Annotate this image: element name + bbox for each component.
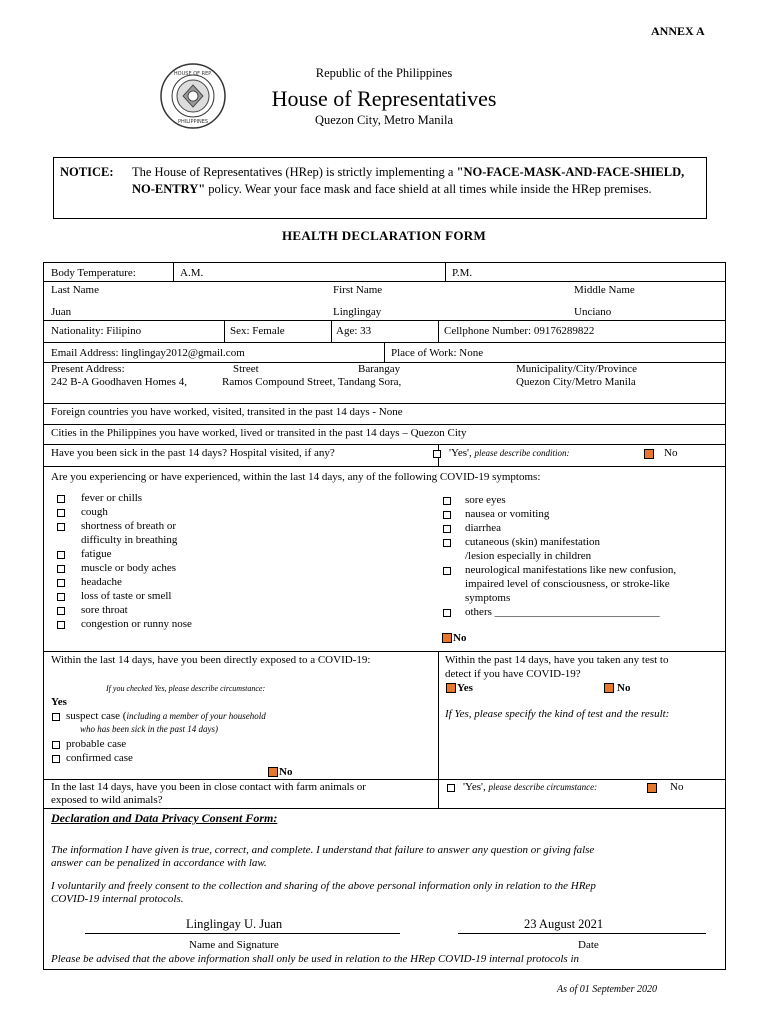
email-field: Email Address: linglingay2012@gmail.com [51, 347, 245, 359]
symptoms-question: Are you experiencing or have experienced, within the last 14 days, any of the following COVID-19 symptoms: [51, 471, 541, 483]
signature-date: 23 August 2021 [524, 917, 604, 931]
cities-visited: Cities in the Philippines you have worked, lived or transited in the past 14 days – Quezon City [51, 427, 467, 439]
work-field: Place of Work: None [391, 347, 484, 359]
consent-p1-line1: The information I have given is true, correct, and complete. I understand that failure to answer any question or giving false [51, 844, 595, 856]
animals-no-checkbox[interactable] [647, 783, 657, 793]
symptom-label: /lesion especially in children [465, 550, 592, 562]
body-temp-label: Body Temperature: [51, 267, 136, 279]
first-name-value: Linglingay [333, 306, 382, 318]
exposure-yes-label: Yes [51, 696, 67, 708]
symptom-checkbox[interactable] [57, 579, 65, 587]
annex-label: ANNEX A [651, 24, 705, 38]
symptoms-no-checkbox[interactable] [442, 633, 452, 643]
symptom-checkbox[interactable] [57, 551, 65, 559]
symptoms-no-label: No [453, 632, 467, 644]
symptom-checkbox[interactable] [443, 609, 451, 617]
symptom-label: muscle or body aches [81, 562, 176, 574]
consent-p2-line2: COVID-19 internal protocols. [51, 893, 184, 905]
sick-yes-label: 'Yes', please describe condition: [449, 447, 570, 459]
symptom-label: diarrhea [465, 522, 502, 534]
symptom-checkbox[interactable] [57, 509, 65, 517]
symptom-label: symptoms [465, 592, 511, 604]
svg-text:HOUSE OF REP.: HOUSE OF REP. [173, 71, 213, 77]
barangay-label: Barangay [358, 363, 401, 375]
address-part-3: Quezon City/Metro Manila [516, 376, 636, 388]
confirmed-case-label: confirmed case [66, 752, 133, 764]
notice-label: NOTICE: [60, 165, 114, 179]
symptom-checkbox[interactable] [57, 495, 65, 503]
symptom-label: loss of taste or smell [81, 590, 172, 602]
last-name-label: Last Name [51, 284, 99, 296]
am-label: A.M. [180, 267, 204, 279]
symptom-checkbox[interactable] [443, 539, 451, 547]
middle-name-label: Middle Name [574, 284, 635, 296]
symptom-checkbox[interactable] [57, 565, 65, 573]
animals-yes-label: 'Yes', please describe circumstance: [463, 781, 598, 793]
consent-p1-line2: answer can be penalized in accordance with law. [51, 857, 267, 869]
symptom-checkbox[interactable] [443, 525, 451, 533]
footer-date: As of 01 September 2020 [557, 984, 657, 995]
symptom-label: cutaneous (skin) manifestation [465, 536, 601, 548]
advise-text: Please be advised that the above information shall only be used in relation to the HRep COVID-19 internal protocols in [51, 953, 580, 965]
signature-name: Linglingay U. Juan [186, 917, 283, 931]
suspect-case-checkbox[interactable] [52, 713, 60, 721]
notice-text: The House of Representatives (HRep) is strictly implementing a "NO-FACE-MASK-AND-FACE-SHIELD, NO-ENTRY" policy. Wear your face mask and face shield at all times while inside the HRep premises. [132, 165, 685, 196]
suspect-case-label-2: who has been sick in the past 14 days) [80, 724, 218, 734]
consent-title: Declaration and Data Privacy Consent Form: [51, 811, 278, 825]
test-no-checkbox[interactable] [604, 683, 614, 693]
animals-question-2: exposed to wild animals? [51, 794, 163, 806]
present-address-label: Present Address: [51, 363, 125, 375]
symptom-label: congestion or runny nose [81, 618, 192, 630]
symptom-checkbox[interactable] [443, 511, 451, 519]
house-title: House of Representatives [271, 86, 497, 111]
last-name-value: Juan [51, 306, 72, 318]
symptom-label: impaired level of consciousness, or stroke-like [465, 578, 670, 590]
symptom-label: neurological manifestations like new confusion, [465, 564, 677, 576]
symptom-checkbox[interactable] [443, 497, 451, 505]
health-form [43, 262, 726, 970]
age-field: Age: 33 [336, 325, 372, 337]
symptom-checkbox[interactable] [57, 593, 65, 601]
symptom-label: sore eyes [465, 494, 506, 506]
notice-box [53, 157, 707, 219]
nationality-field: Nationality: Filipino [51, 325, 142, 337]
symptom-label: shortness of breath or [81, 520, 177, 532]
exposure-no-label: No [279, 766, 293, 778]
svg-text:PHILIPPINES: PHILIPPINES [177, 119, 209, 125]
symptom-checkbox[interactable] [57, 621, 65, 629]
probable-case-checkbox[interactable] [52, 741, 60, 749]
symptom-label: nausea or vomiting [465, 508, 550, 520]
sick-question: Have you been sick in the past 14 days? Hospital visited, if any? [51, 447, 335, 459]
test-yes-label: Yes [457, 682, 473, 694]
form-title: HEALTH DECLARATION FORM [281, 228, 487, 243]
sick-no-checkbox[interactable] [644, 449, 654, 459]
street-label: Street [233, 363, 259, 375]
middle-name-value: Unciano [574, 306, 612, 318]
test-question-1: Within the past 14 days, have you taken any test to [445, 654, 669, 666]
test-no-label: No [617, 682, 631, 694]
sex-field: Sex: Female [230, 325, 285, 337]
city-text: Quezon City, Metro Manila [314, 113, 454, 127]
animals-yes-checkbox[interactable] [447, 784, 455, 792]
animals-no-label: No [670, 781, 684, 793]
exposure-question: Within the last 14 days, have you been directly exposed to a COVID-19: [51, 654, 371, 666]
republic-text: Republic of the Philippines [315, 66, 453, 80]
symptom-checkbox[interactable] [443, 567, 451, 575]
date-label: Date [578, 939, 599, 951]
sick-no-label: No [664, 447, 678, 459]
animals-question-1: In the last 14 days, have you been in close contact with farm animals or [51, 781, 366, 793]
symptom-label: others ______________________________ [465, 606, 660, 618]
sick-yes-checkbox[interactable] [433, 450, 441, 458]
signature-label: Name and Signature [189, 939, 279, 951]
address-part-1: 242 B-A Goodhaven Homes 4, [51, 376, 187, 388]
symptom-checkbox[interactable] [57, 607, 65, 615]
consent-p2-line1: I voluntarily and freely consent to the collection and sharing of the above personal information only in relation to the HRep [51, 880, 596, 892]
symptom-label: sore throat [81, 604, 128, 616]
test-question-2: detect if you have COVID-19? [445, 668, 581, 680]
foreign-countries: Foreign countries you have worked, visited, transited in the past 14 days - None [51, 406, 403, 418]
symptom-label: cough [81, 506, 108, 518]
test-specify: If Yes, please specify the kind of test and the result: [445, 708, 670, 720]
exposure-no-checkbox[interactable] [268, 767, 278, 777]
cellphone-field: Cellphone Number: 09176289822 [444, 325, 595, 337]
probable-case-label: probable case [66, 738, 127, 750]
symptom-label: headache [81, 576, 122, 588]
symptom-checkbox[interactable] [57, 523, 65, 531]
municipality-label: Municipality/City/Province [516, 363, 637, 375]
suspect-case-label: suspect case (including a member of your household [66, 710, 266, 722]
confirmed-case-checkbox[interactable] [52, 755, 60, 763]
address-part-2: Ramos Compound Street, Tandang Sora, [222, 376, 402, 388]
test-yes-checkbox[interactable] [446, 683, 456, 693]
exposure-hint: If you checked Yes, please describe circumstance: [106, 684, 266, 693]
symptom-label: difficulty in breathing [81, 534, 178, 546]
symptom-label: fatigue [81, 548, 112, 560]
first-name-label: First Name [333, 284, 383, 296]
pm-label: P.M. [452, 267, 473, 279]
symptom-label: fever or chills [81, 492, 143, 504]
